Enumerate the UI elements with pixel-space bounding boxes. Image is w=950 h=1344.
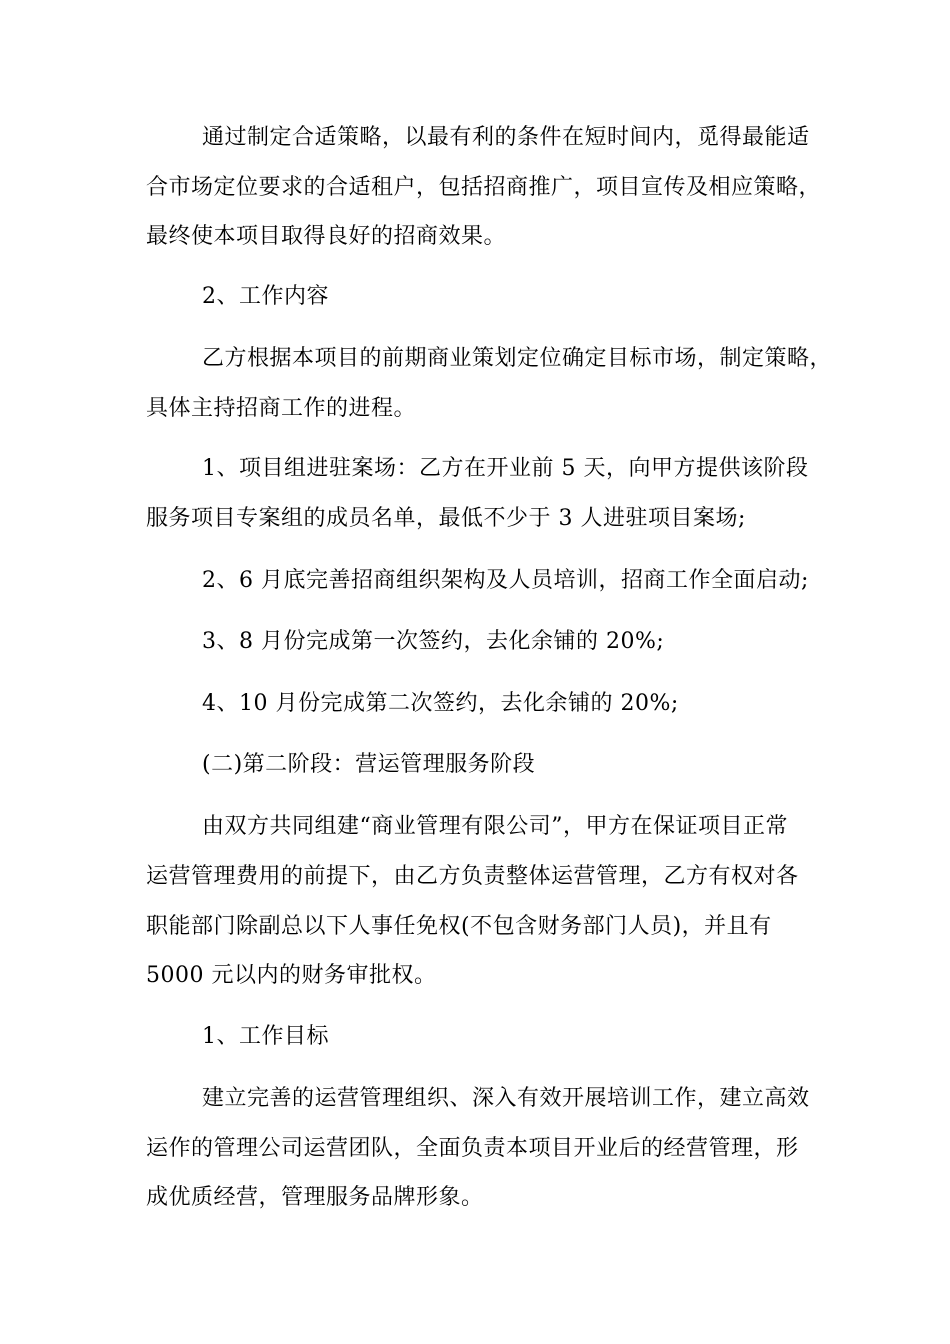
paragraph-11-line-1: 建立完善的运营管理组织、深入有效开展培训工作，建立高效 [202,1086,810,1111]
paragraph-9-line-3: 职能部门除副总以下人事任免权(不包含财务部门人员)，并且有 [146,914,772,939]
list-item-1-line-2: 服务项目专案组的成员名单，最低不少于 3 人进驻项目案场; [146,506,746,531]
paragraph-11-line-3: 成优质经营，管理服务品牌形象。 [146,1185,484,1210]
list-item-3: 3、8 月份完成第一次签约，去化余铺的 20%; [202,629,665,654]
paragraph-9-line-1: 由双方共同组建“商业管理有限公司”，甲方在保证项目正常 [202,814,788,839]
list-item-1-line-1: 1、项目组进驻案场：乙方在开业前 5 天，向甲方提供该阶段 [202,456,809,481]
list-item-2: 2、6 月底完善招商组织架构及人员培训，招商工作全面启动; [202,568,809,593]
paragraph-11-line-2: 运作的管理公司运营团队，全面负责本项目开业后的经营管理，形 [146,1136,799,1161]
section-heading-work-content: 2、工作内容 [202,284,329,309]
section-heading-work-goal: 1、工作目标 [202,1024,329,1049]
paragraph-1-line-3: 最终使本项目取得良好的招商效果。 [146,224,507,249]
list-item-4: 4、10 月份完成第二次签约，去化余铺的 20%; [202,691,679,716]
paragraph-3-line-2: 具体主持招商工作的进程。 [146,396,417,421]
paragraph-1-line-1: 通过制定合适策略，以最有利的条件在短时间内，觅得最能适 [202,125,810,150]
paragraph-9-line-4: 5000 元以内的财务审批权。 [146,963,437,988]
section-heading-phase-two: (二)第二阶段：营运管理服务阶段 [202,752,536,777]
paragraph-9-line-2: 运营管理费用的前提下，由乙方负责整体运营管理，乙方有权对各 [146,864,799,889]
paragraph-3-line-1: 乙方根据本项目的前期商业策划定位确定目标市场，制定策略， [202,346,833,371]
paragraph-1-line-2: 合市场定位要求的合适租户，包括招商推广，项目宣传及相应策略， [146,175,822,200]
